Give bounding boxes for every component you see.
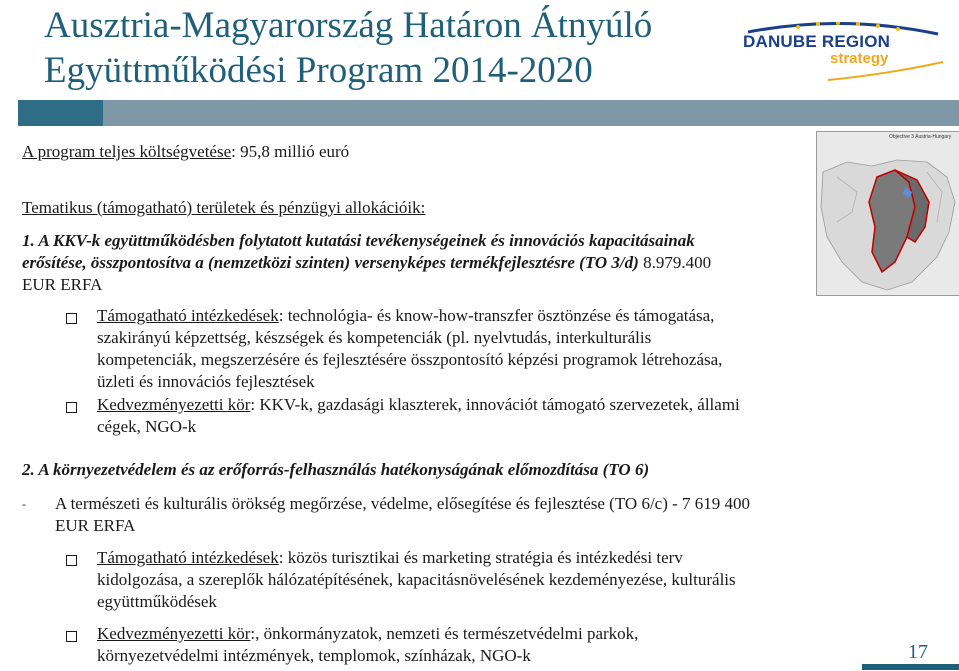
item2-sub [55, 493, 825, 537]
thematic-heading: Tematikus (támogatható) területek és pénzügyi allokációik: [22, 198, 426, 217]
item2-dash: - [22, 497, 26, 511]
page-title [44, 3, 724, 93]
item2-b2-label: Kedvezményezetti kör [97, 624, 251, 643]
item1-heading [22, 230, 812, 296]
item1-b2-line1: : KKV-k, gazdasági klaszterek, innovációt támogató szervezetek, állami [250, 395, 740, 414]
item1-heading-line1: 1. A KKV-k együttműködésben folytatott kutatási tevékenységeinek és innovációs kapacitásainak [22, 231, 695, 250]
item2-b1-line2: kidolgozása, a szereplők hálózatépítésének, kapacitásnövelésének kezdeményezése, kulturális [97, 570, 736, 589]
item2-b1-line3: együttműködések [97, 592, 217, 611]
item1-b1-line3: kompetenciák, megszerzésére és fejlesztésére összpontosító képzési programok létrehozása, [97, 350, 723, 369]
budget-line [22, 141, 812, 163]
region-map-icon [817, 132, 959, 295]
item2-b1-line1: : közös turisztikai és marketing stratégia és intézkedési terv [278, 548, 683, 567]
bullet-square-icon [66, 402, 77, 413]
page-number: 17 [908, 641, 928, 663]
item2-bullet1 [97, 547, 819, 613]
item1-bullet2 [97, 394, 797, 438]
header-divider-accent [18, 100, 103, 126]
logo-text-danube: DANUBE REGION [743, 32, 891, 51]
bullet-square-icon [66, 555, 77, 566]
item2-b2-line1: :, önkormányzatok, nemzeti és természetvédelmi parkok, [250, 624, 639, 643]
item2-b1-label: Támogatható intézkedések [97, 548, 279, 567]
item1-b2-label: Kedvezményezetti kör [97, 395, 251, 414]
item1-bullet1 [97, 305, 797, 393]
item2-heading: 2. A környezetvédelem és az erőforrás-felhasználás hatékonyságának előmozdítása (TO 6) [22, 460, 650, 479]
title-line-1: Ausztria-Magyarország Határon Átnyúló [44, 5, 653, 46]
item1-b1-line2: szakirányú képzettség, készségek és kompetenciák (pl. nyelvtudás, interkulturális [97, 328, 652, 347]
item2-bullet2 [97, 623, 819, 667]
logo-text-strategy: strategy [830, 50, 889, 67]
danube-region-logo [738, 22, 948, 84]
item2-sub-line1: A természeti és kulturális örökség megőrzése, védelme, elősegítése és fejlesztése (TO 6/c) - 7 619 400 [55, 494, 751, 513]
title-line-2: Együttműködési Program 2014-2020 [44, 50, 593, 91]
map-caption: Objective 3 Austria-Hungary [889, 134, 952, 140]
item2-sub-line2: EUR ERFA [55, 516, 136, 535]
item1-b1-line1: : technológia- és know-how-transzfer ösztönzése és támogatása, [278, 306, 715, 325]
item1-amount: 8.979.400 [638, 253, 712, 272]
bullet-square-icon [66, 313, 77, 324]
footer-bar [862, 664, 959, 670]
budget-value: : 95,8 millió euró [231, 142, 350, 161]
item1-b2-line2: cégek, NGO-k [97, 417, 197, 436]
header-divider [18, 100, 959, 126]
item2-b2-line2: környezetvédelmi intézmények, templomok, színházak, NGO-k [97, 646, 531, 665]
item1-b1-label: Támogatható intézkedések [97, 306, 279, 325]
item1-b1-line4: üzleti és innovációs fejlesztések [97, 372, 315, 391]
item1-amount-line2: EUR ERFA [22, 275, 103, 294]
bullet-square-icon [66, 631, 77, 642]
budget-label: A program teljes költségvetése [22, 142, 232, 161]
item1-heading-line2: erősítése, összpontosítva a (nemzetközi szinten) versenyképes termékfejlesztésre (TO 3/d) [22, 253, 639, 272]
map-image [816, 131, 959, 296]
